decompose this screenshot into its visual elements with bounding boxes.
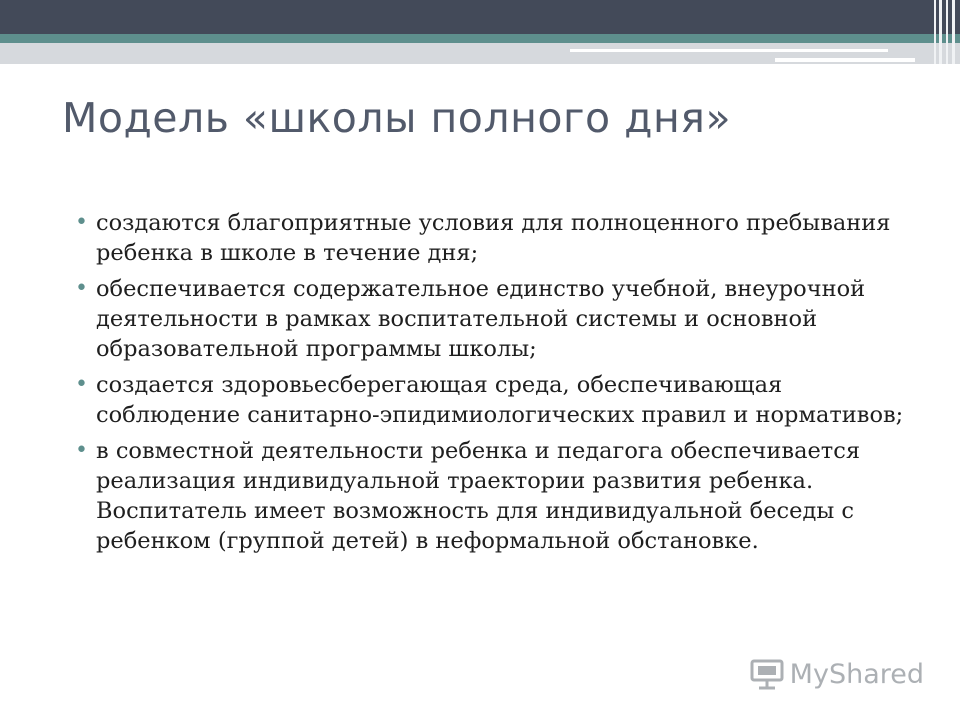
bullet-icon: •: [75, 438, 88, 463]
header-white-strip: [570, 49, 888, 52]
header-white-strip: [775, 58, 915, 62]
list-item: [75, 208, 915, 268]
bullet-icon: •: [75, 372, 88, 397]
list-item: [75, 436, 915, 556]
list-item: [75, 274, 915, 364]
slide-title: Модель «школы полного дня»: [62, 94, 732, 142]
bullet-text: в совместной деятельности ребенка и педагога обеспечивается реализация индивидуальной траектории развития ребенка. Воспитатель имеет возможность для индивидуальной беседы с ребенком (группой детей) в неформальной обстановке.: [96, 438, 861, 554]
header-teal-band: [0, 34, 960, 43]
watermark: [750, 658, 924, 690]
header-right-lines: [930, 0, 960, 64]
bullet-list: [75, 208, 915, 562]
bullet-text: создаются благоприятные условия для полноценного пребывания ребенка в школе в течение дня;: [96, 210, 891, 266]
list-item: [75, 370, 915, 430]
bullet-icon: •: [75, 210, 88, 235]
bullet-text: обеспечивается содержательное единство учебной, внеурочной деятельности в рамках воспитательной системы и основной образовательной программы школы;: [96, 276, 866, 362]
bullet-text: создается здоровьесберегающая среда, обеспечивающая соблюдение санитарно-эпидимиологических правил и нормативов;: [96, 372, 904, 428]
header-dark-band: [0, 0, 960, 34]
bullet-icon: •: [75, 276, 88, 301]
watermark-text: MyShared: [789, 658, 924, 690]
presentation-board-icon: [750, 658, 784, 690]
